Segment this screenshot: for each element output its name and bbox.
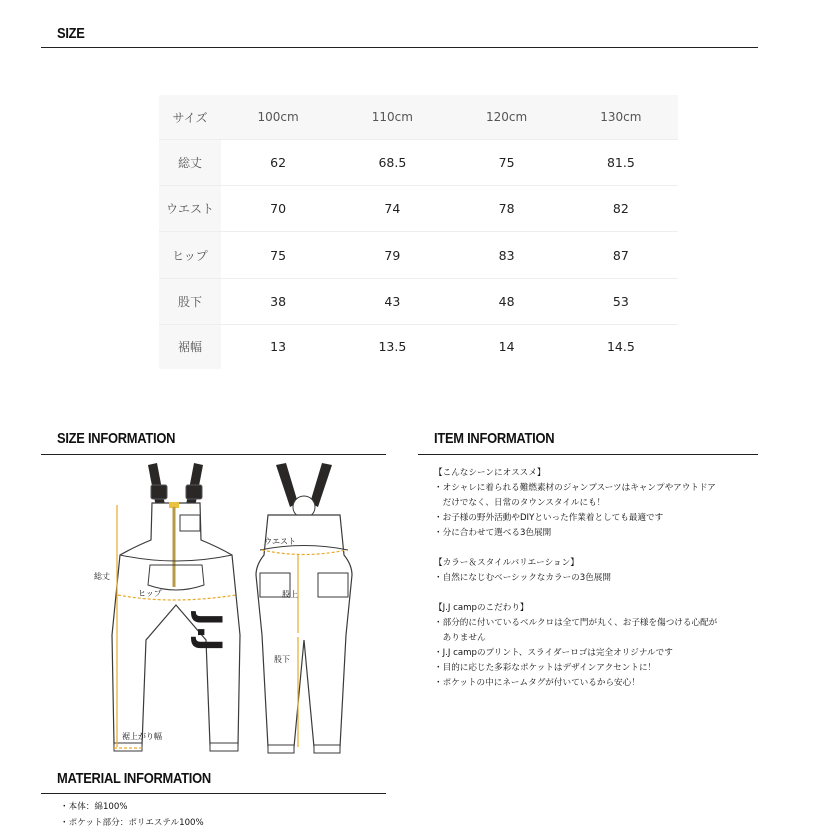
size-heading: SIZE <box>57 25 85 42</box>
table-cell: 70 <box>221 186 335 232</box>
table-cell: 79 <box>335 232 449 278</box>
table-cell: 43 <box>335 278 449 324</box>
material-information-rule <box>41 793 386 794</box>
item-information-text <box>434 466 764 691</box>
row-label: 裾幅 <box>159 324 221 369</box>
item-info-spacer <box>434 586 764 601</box>
table-row <box>159 232 678 278</box>
table-cell: 82 <box>564 186 678 232</box>
item-info-line: ・お子様の野外活動やDIYといった作業着としても最適です <box>434 513 664 523</box>
item-info-line: ・オシャレに着られる難燃素材のジャンプスーツはキャンプやアウトドア <box>434 483 716 493</box>
size-column-header: 110cm <box>335 95 449 140</box>
table-cell: 74 <box>335 186 449 232</box>
item-info-line: ・自然になじむベーシックなカラーの3色展開 <box>434 573 611 583</box>
front-right-cuff <box>210 743 238 751</box>
table-cell: 53 <box>564 278 678 324</box>
item-information-heading: ITEM INFORMATION <box>434 430 555 447</box>
item-info-spacer <box>434 541 764 556</box>
back-view <box>256 463 352 753</box>
table-cell: 75 <box>221 232 335 278</box>
label-rise: 股上 <box>282 590 298 599</box>
size-column-header: 100cm <box>221 95 335 140</box>
row-label: ヒップ <box>159 232 221 278</box>
back-right-cuff <box>314 745 340 753</box>
row-label: 総丈 <box>159 140 221 186</box>
item-info-line: 【J.J campのこだわり】 <box>434 603 529 613</box>
label-waist: ウエスト <box>264 537 296 546</box>
table-cell: 14 <box>498 339 515 355</box>
front-left-buckle <box>151 485 167 499</box>
row-label: 股下 <box>159 278 221 324</box>
item-info-line: ありません <box>434 633 486 643</box>
item-info-line: 【こんなシーンにオススメ】 <box>434 468 546 478</box>
table-cell: 13.5 <box>378 339 407 355</box>
size-column-header: 130cm <box>564 95 678 140</box>
back-body <box>256 515 352 747</box>
label-total-length: 総丈 <box>94 572 110 581</box>
item-info-line: ・ポケットの中にネームタグが付いているから安心！ <box>434 678 640 688</box>
front-right-buckle <box>186 485 202 499</box>
label-inseam: 股下 <box>274 655 290 664</box>
table-row <box>159 324 678 369</box>
table-cell: 13 <box>270 339 287 355</box>
table-cell: 62 <box>221 140 335 186</box>
table-cell: 83 <box>450 232 564 278</box>
table-cell: 78 <box>450 186 564 232</box>
material-information-heading: MATERIAL INFORMATION <box>57 770 211 787</box>
overall-size-diagram <box>0 455 380 775</box>
size-table <box>159 95 678 369</box>
item-info-line: 【カラー＆スタイルバリエーション】 <box>434 558 579 568</box>
back-left-cuff <box>268 745 294 753</box>
size-column-header: 120cm <box>450 95 564 140</box>
item-info-line: ・目的に応じた多彩なポケットはデザインアクセントに！ <box>434 663 657 673</box>
table-cell: 38 <box>221 278 335 324</box>
size-heading-rule <box>41 47 758 48</box>
table-cell: 81.5 <box>564 140 678 186</box>
table-row <box>159 186 678 232</box>
table-cell: 68.5 <box>335 140 449 186</box>
front-left-cuff <box>114 743 142 751</box>
material-line: ・本体：綿100% <box>60 802 128 812</box>
item-info-line: だけでなく、日常のタウンスタイルにも！ <box>434 498 606 508</box>
item-info-line: ・J.J campのプリント、スライダーロゴは完全オリジナルです <box>434 648 673 658</box>
size-information-heading: SIZE INFORMATION <box>57 430 176 447</box>
size-header-label: サイズ <box>159 95 221 140</box>
table-row <box>159 140 678 186</box>
jj-print: J.J <box>189 613 229 652</box>
label-hip: ヒップ <box>138 589 162 598</box>
table-cell: 48 <box>450 278 564 324</box>
table-cell: 87 <box>564 232 678 278</box>
table-cell: 14.5 <box>606 339 635 355</box>
item-information-rule <box>418 454 758 455</box>
front-view <box>112 463 240 751</box>
label-hem-width: 裾上がり幅 <box>122 732 162 741</box>
size-table-header-row <box>159 95 678 140</box>
row-label: ウエスト <box>159 186 221 232</box>
table-row <box>159 278 678 324</box>
material-text <box>60 800 204 831</box>
table-cell: 75 <box>450 140 564 186</box>
item-info-line: ・分に合わせて選べる3色展開 <box>434 528 552 538</box>
item-info-line: ・部分的に付いているベルクロは全て門が丸く、お子様を傷つける心配が <box>434 618 718 628</box>
material-line: ・ポケット部分：ポリエステル100% <box>60 817 204 828</box>
